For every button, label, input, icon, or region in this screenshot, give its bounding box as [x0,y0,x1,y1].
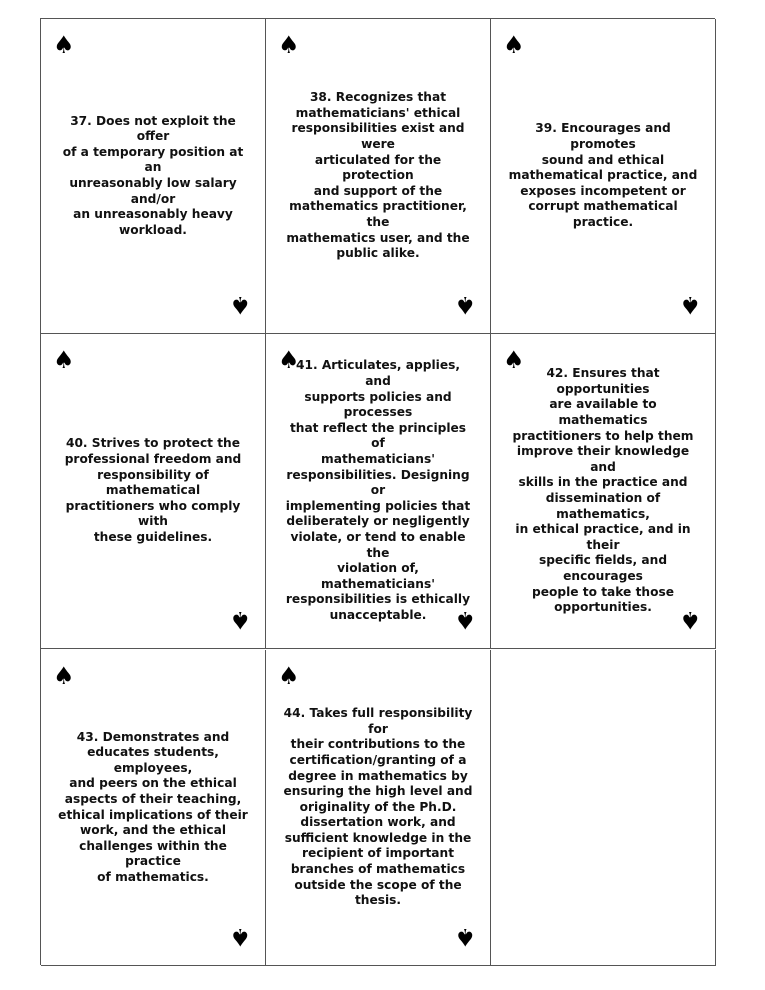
card-38 [266,19,491,334]
spade-icon: ♠ [229,291,251,319]
spade-icon: ♠ [229,606,251,634]
card-text: 40. Strives to protect the professional freedom and responsibility of mathematical practitioners who comply with these guidelines. [64,436,242,544]
spade-icon: ♠ [679,291,701,319]
spade-icon: ♠ [278,31,300,59]
card-sheet [40,18,715,965]
card-empty [491,650,716,966]
card-41 [266,334,491,649]
spade-icon: ♠ [53,31,75,59]
spade-icon: ♠ [229,923,251,951]
card-42 [491,334,716,649]
card-text: 41. Articulates, applies, and supports policies and processes that reflect the principles of mathematicians' responsibilities. Designing or implementing policies that deliberately or negligently violate, or tend to enable the violation of, mathematicians' responsibilities is ethically unacceptable. [285,358,471,622]
spade-icon: ♠ [679,606,701,634]
card-text: 43. Demonstrates and educates students, employees, and peers on the ethical aspects of their teaching, ethical implications of their work, and the ethical challenges within the practice of mathematics. [58,729,248,884]
spade-icon: ♠ [278,662,300,690]
spade-icon: ♠ [454,923,476,951]
spade-icon: ♠ [454,606,476,634]
card-39 [491,19,716,334]
card-40 [41,334,266,649]
spade-icon: ♠ [53,662,75,690]
spade-icon: ♠ [503,346,525,374]
card-43 [41,650,266,966]
spade-icon: ♠ [503,31,525,59]
spade-icon: ♠ [53,346,75,374]
spade-icon: ♠ [454,291,476,319]
card-text: 39. Encourages and promotes sound and ethical mathematical practice, and exposes incompetent or corrupt mathematical practice. [508,121,698,229]
card-text: 38. Recognizes that mathematicians' ethical responsibilities exist and were articulated for the protection and support of the mathematics practitioner, the mathematics user, and the public alike. [286,90,470,261]
card-44 [266,650,491,966]
card-text: 37. Does not exploit the offer of a temporary position at an unreasonably low salary and/or an unreasonably heavy workload. [62,113,244,237]
card-text: 44. Takes full responsibility for their contributions to the certification/granting of a degree in mathematics by ensuring the high level and originality of the Ph.D. dissertation work, and sufficient knowledge in the recipient of important branches of mathematics outside the scope of the thesis. [283,706,473,908]
spade-icon: ♠ [278,346,300,374]
card-37 [41,19,266,334]
card-text: 42. Ensures that opportunities are available to mathematics practitioners to help them improve their knowledge and skills in the practice and dissemination of mathematics, in ethical practice, and in their specific fields, and encourages people to take those opportunities. [512,366,694,615]
